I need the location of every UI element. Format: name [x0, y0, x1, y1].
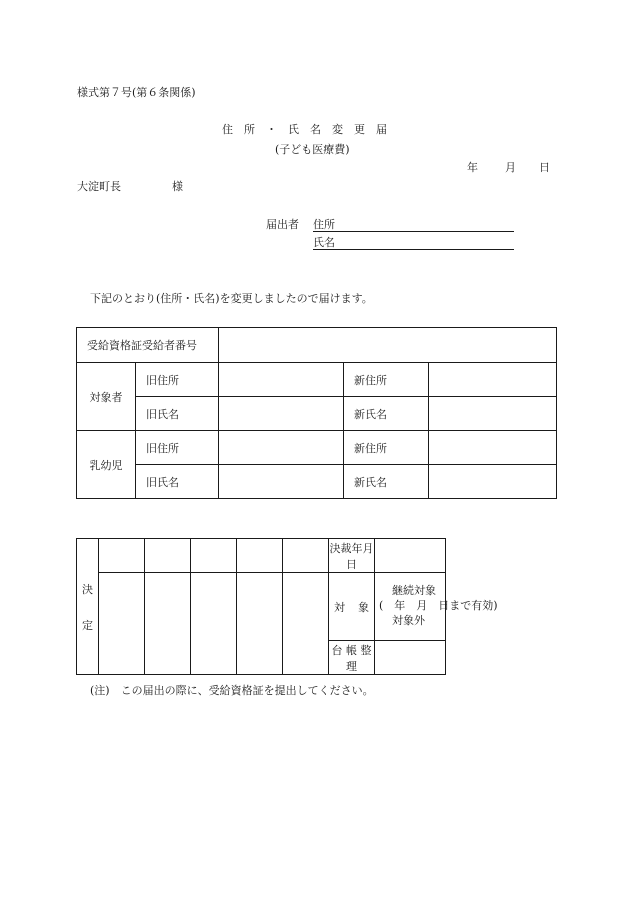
new-name-label: 新氏名 [344, 397, 429, 431]
change-info-table [76, 327, 557, 499]
subject-old-name-field[interactable] [219, 397, 344, 431]
ledger-field[interactable] [375, 641, 446, 675]
subject-person-label: 対象者 [77, 363, 136, 431]
stamp-box[interactable] [283, 539, 329, 573]
decision-side-label [77, 539, 99, 675]
decision-side-char-1: 決 [82, 582, 93, 596]
old-name-label: 旧氏名 [136, 465, 219, 499]
applicant-label: 届出者 [266, 218, 299, 231]
ledger-label: 台 帳 整 理 [329, 641, 375, 675]
target-options [375, 573, 498, 641]
infant-old-address-field[interactable] [219, 431, 344, 465]
cert-number-label: 受給資格証受給者番号 [77, 328, 219, 363]
subject-old-address-field[interactable] [219, 363, 344, 397]
target-option-continue[interactable]: 継続対象 [392, 584, 436, 598]
applicant-name-field[interactable] [313, 249, 514, 250]
infant-new-address-field[interactable] [429, 431, 557, 465]
stamp-box[interactable] [145, 539, 191, 573]
stamp-box[interactable] [99, 573, 145, 675]
form-number: 様式第７号(第６条関係) [77, 86, 196, 99]
infant-label: 乳幼児 [77, 431, 136, 499]
stamp-box[interactable] [237, 539, 283, 573]
applicant-address-label: 住所 [313, 218, 335, 231]
date-day-label: 日 [539, 161, 550, 174]
stamp-box[interactable] [283, 573, 329, 675]
date-year-label: 年 [467, 161, 478, 174]
old-name-label: 旧氏名 [136, 397, 219, 431]
decision-table [76, 538, 557, 675]
decision-date-field[interactable] [375, 539, 446, 573]
decision-side-char-2: 定 [82, 618, 93, 632]
target-option-valid-until[interactable]: ( 年 月 日まで有効) [379, 599, 498, 613]
stamp-box[interactable] [191, 573, 237, 675]
target-label-char-1: 対 [334, 600, 345, 614]
addressee-name: 大淀町長 [77, 180, 121, 193]
new-address-label: 新住所 [344, 363, 429, 397]
target-label-char-2: 象 [358, 600, 369, 614]
subject-new-address-field[interactable] [429, 363, 557, 397]
addressee-honorific: 様 [172, 180, 183, 193]
new-address-label: 新住所 [344, 431, 429, 465]
stamp-box[interactable] [99, 539, 145, 573]
applicant-address-field[interactable] [313, 231, 514, 232]
target-label [329, 573, 375, 641]
date-month-label: 月 [505, 161, 516, 174]
applicant-name-label: 氏名 [313, 236, 335, 249]
old-address-label: 旧住所 [136, 363, 219, 397]
cert-number-field[interactable] [219, 328, 557, 363]
footnote: (注) この届出の際に、受給資格証を提出してください。 [90, 684, 374, 697]
infant-old-name-field[interactable] [219, 465, 344, 499]
decision-date-label: 決裁年月日 [329, 539, 375, 573]
new-name-label: 新氏名 [344, 465, 429, 499]
infant-new-name-field[interactable] [429, 465, 557, 499]
old-address-label: 旧住所 [136, 431, 219, 465]
stamp-box[interactable] [191, 539, 237, 573]
target-option-excluded[interactable]: 対象外 [392, 613, 425, 627]
stamp-box[interactable] [145, 573, 191, 675]
page-subtitle: (子ども医療費) [275, 143, 350, 156]
stamp-box[interactable] [237, 573, 283, 675]
subject-new-name-field[interactable] [429, 397, 557, 431]
page-title: 住 所 ・ 氏 名 変 更 届 [222, 123, 387, 136]
intro-text: 下記のとおり(住所・氏名)を変更しましたので届けます。 [90, 292, 373, 305]
